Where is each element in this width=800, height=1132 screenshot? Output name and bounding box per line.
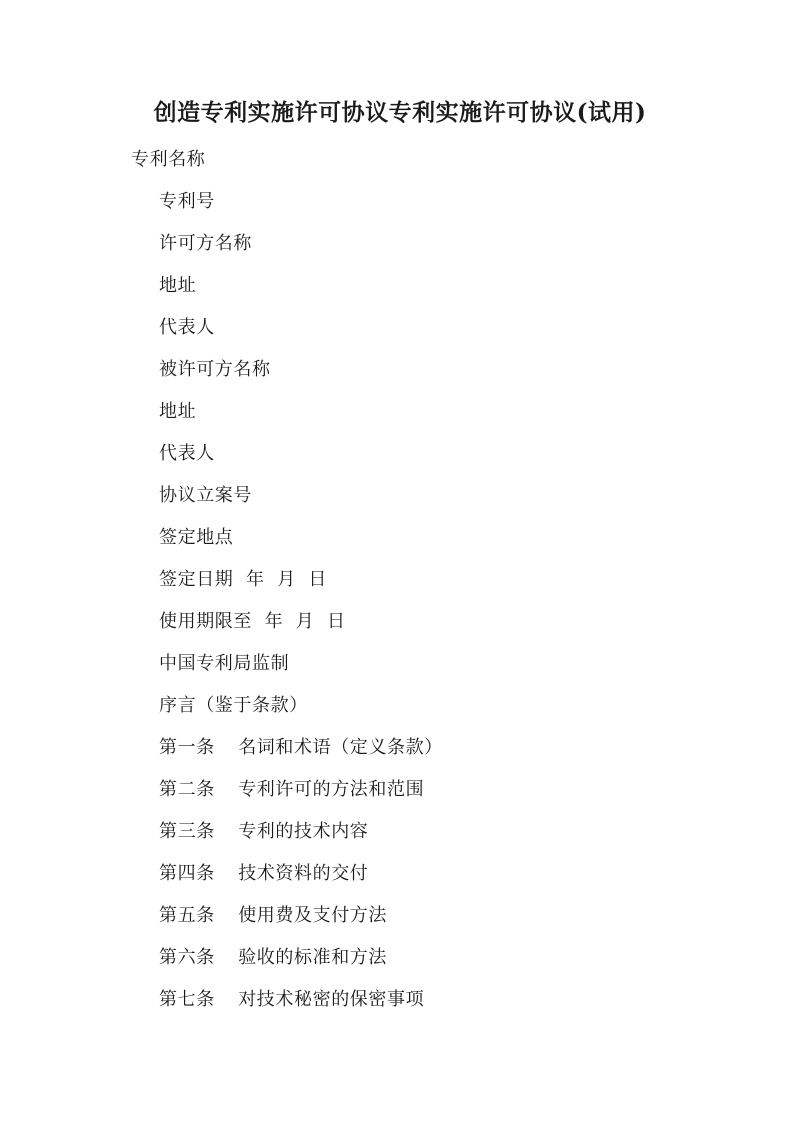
article-number: 第七条	[159, 989, 215, 1010]
article-title: 对技术秘密的保密事项	[238, 989, 425, 1010]
article-title: 名词和术语（定义条款）	[238, 737, 443, 758]
article-1	[159, 736, 443, 760]
field-signing-date	[159, 568, 327, 592]
signing-date-day: 日	[308, 569, 328, 590]
field-term-date	[159, 610, 346, 634]
article-number: 第三条	[159, 821, 215, 842]
field-signing-place: 签定地点	[159, 527, 234, 548]
preface-heading: 序言（鉴于条款）	[159, 695, 308, 716]
article-7	[159, 988, 424, 1012]
field-licensor-representative: 代表人	[159, 317, 215, 338]
document-title: 创造专利实施许可协议专利实施许可协议(试用)	[153, 99, 647, 126]
article-6	[159, 946, 387, 970]
term-date-year: 年	[264, 611, 284, 632]
field-licensor-address: 地址	[159, 275, 197, 296]
signing-date-month: 月	[277, 569, 296, 590]
article-title: 验收的标准和方法	[238, 947, 388, 968]
article-4	[159, 862, 368, 886]
article-title: 专利的技术内容	[238, 821, 369, 842]
signing-date-label: 签定日期	[159, 569, 234, 590]
signing-date-year: 年	[246, 569, 265, 590]
supervisor-line: 中国专利局监制	[159, 653, 290, 674]
article-title: 专利许可的方法和范围	[238, 779, 425, 800]
article-number: 第一条	[159, 737, 215, 758]
article-number: 第五条	[159, 905, 215, 926]
patent-name-label: 专利名称	[131, 149, 206, 170]
article-title: 使用费及支付方法	[238, 905, 388, 926]
article-2	[159, 778, 424, 802]
term-date-month: 月	[295, 611, 315, 632]
article-5	[159, 904, 387, 928]
article-3	[159, 820, 368, 844]
term-date-label: 使用期限至	[159, 611, 252, 632]
article-title: 技术资料的交付	[238, 863, 369, 884]
field-licensee-name: 被许可方名称	[159, 359, 271, 380]
term-date-day: 日	[327, 611, 346, 632]
article-number: 第四条	[159, 863, 215, 884]
field-licensee-representative: 代表人	[159, 443, 215, 464]
article-number: 第二条	[159, 779, 215, 800]
field-licensor-name: 许可方名称	[159, 233, 252, 254]
field-licensee-address: 地址	[159, 401, 197, 422]
field-agreement-filing-number: 协议立案号	[159, 485, 252, 506]
article-number: 第六条	[159, 947, 215, 968]
field-patent-number: 专利号	[159, 191, 215, 212]
